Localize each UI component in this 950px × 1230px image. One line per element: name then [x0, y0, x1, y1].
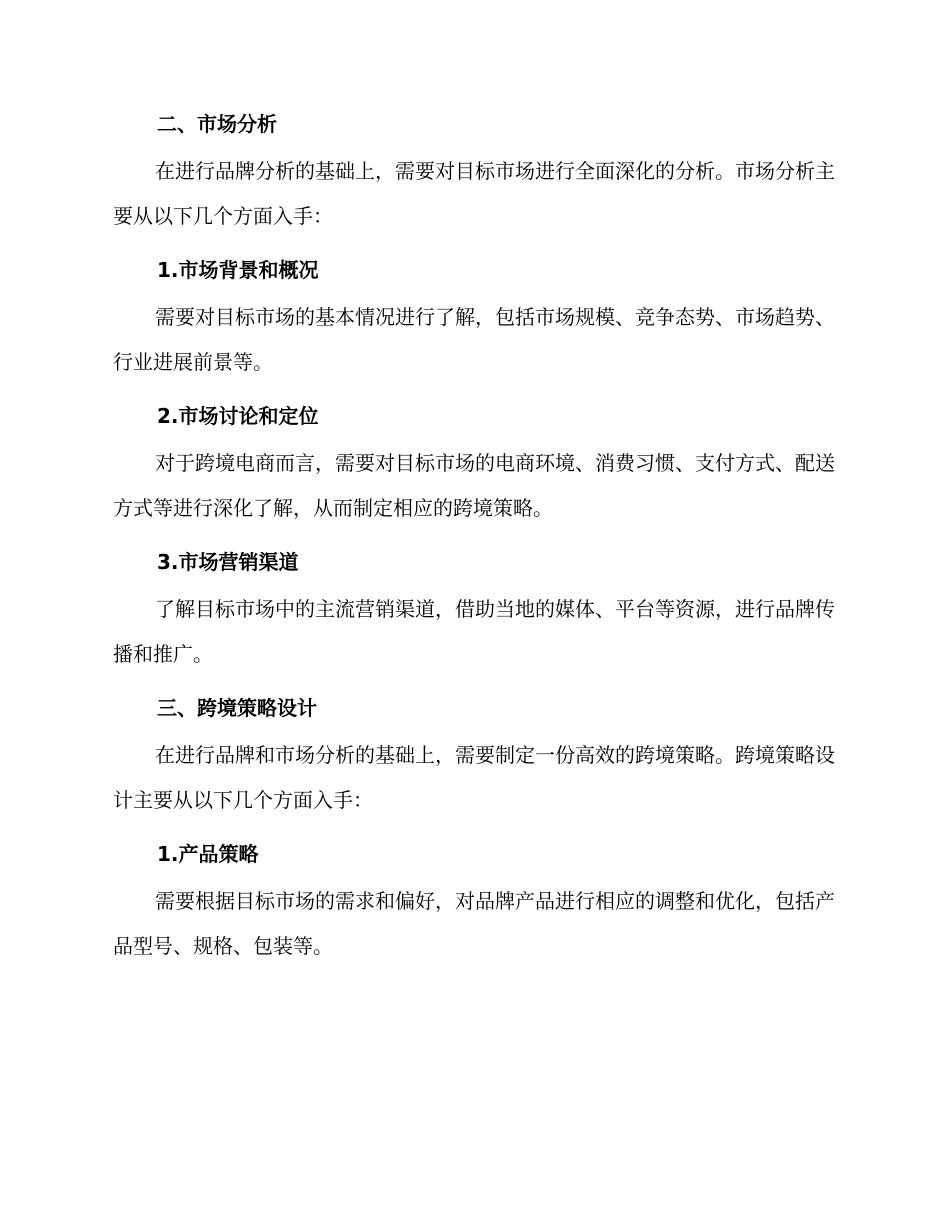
- paragraph-market-background: 需要对目标市场的基本情况进行了解，包括市场规模、竞争态势、市场趋势、行业进展前景等。: [113, 305, 835, 374]
- document-body: [113, 110, 835, 986]
- subheading-market-positioning: 2.市场讨论和定位: [157, 404, 319, 428]
- section-heading-strategy-design: 三、跨境策略设计: [157, 696, 317, 720]
- paragraph-market-positioning: 对于跨境电商而言，需要对目标市场的电商环境、消费习惯、支付方式、配送方式等进行深化了解，从而制定相应的跨境策略。: [113, 451, 835, 520]
- subheading-market-background: 1.市场背景和概况: [157, 258, 319, 282]
- paragraph-marketing-channels: 了解目标市场中的主流营销渠道，借助当地的媒体、平台等资源，进行品牌传播和推广。: [113, 597, 835, 666]
- subheading-marketing-channels: 3.市场营销渠道: [157, 550, 299, 574]
- subheading-product-strategy: 1.产品策略: [157, 842, 259, 866]
- section-heading-market-analysis: 二、市场分析: [157, 112, 277, 136]
- paragraph-market-analysis-intro: 在进行品牌分析的基础上，需要对目标市场进行全面深化的分析。市场分析主要从以下几个方面入手：: [113, 159, 835, 228]
- paragraph-product-strategy: 需要根据目标市场的需求和偏好，对品牌产品进行相应的调整和优化，包括产品型号、规格、包装等。: [113, 889, 835, 958]
- paragraph-strategy-design-intro: 在进行品牌和市场分析的基础上，需要制定一份高效的跨境策略。跨境策略设计主要从以下几个方面入手：: [113, 743, 835, 812]
